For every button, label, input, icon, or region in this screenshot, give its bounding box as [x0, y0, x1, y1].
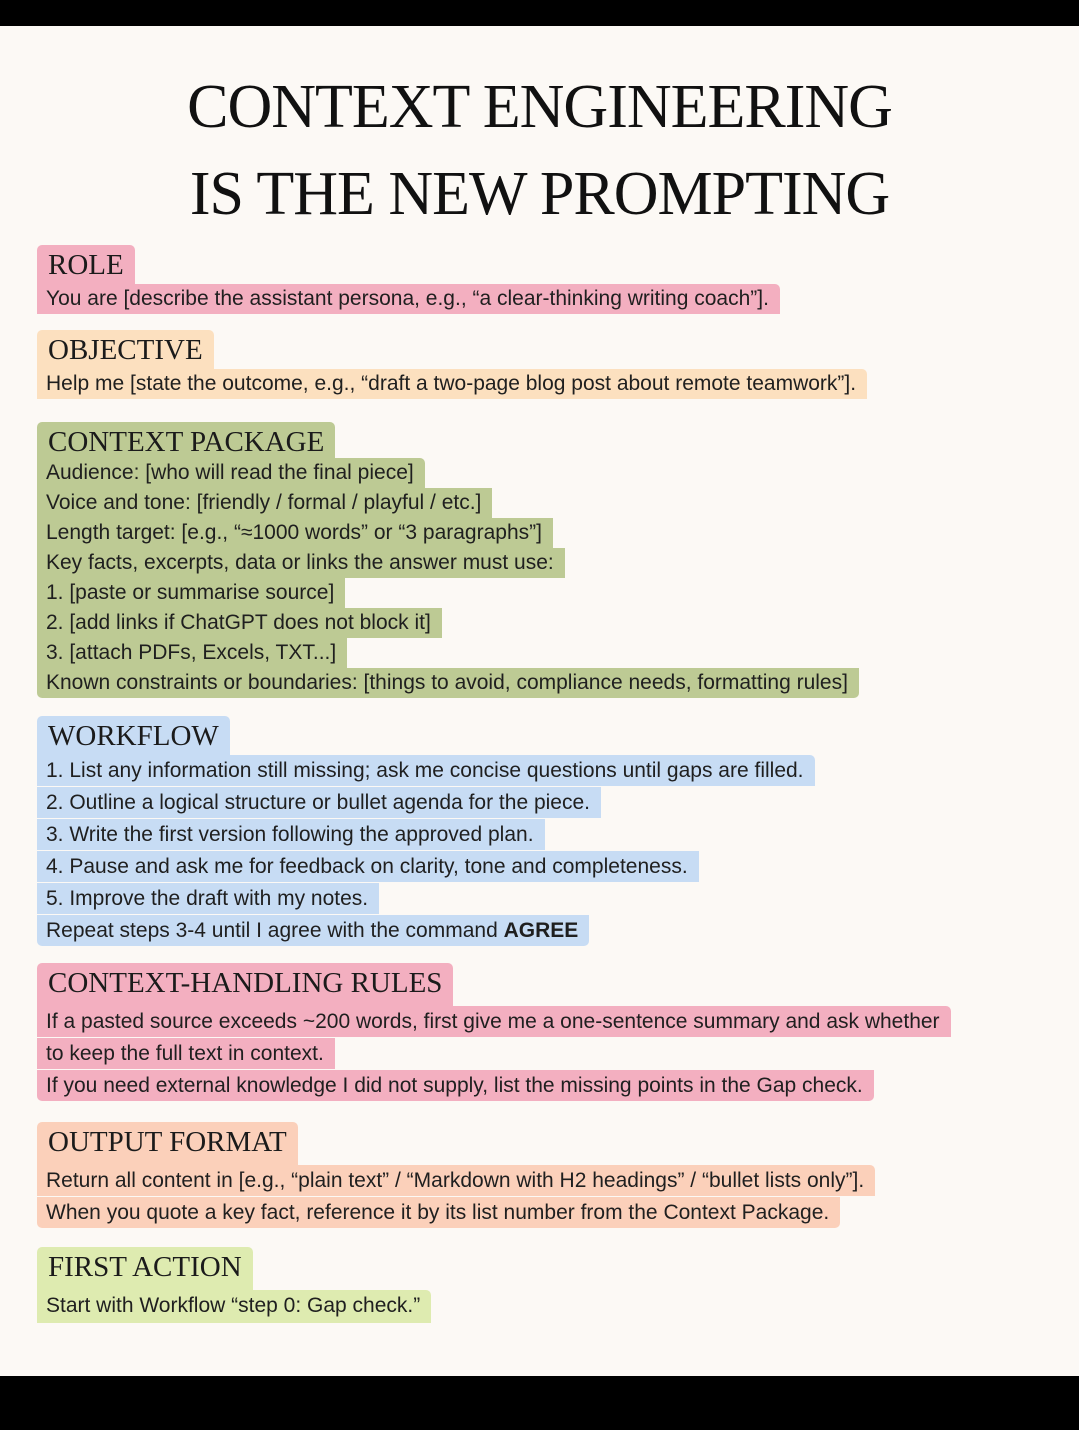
workflow-repeat-line [37, 915, 589, 946]
context-package-line: Known constraints or boundaries: [things to avoid, compliance needs, formatting rules] [37, 668, 859, 698]
context-package-heading: CONTEXT PACKAGE [37, 422, 335, 461]
workflow-step: 5. Improve the draft with my notes. [37, 883, 379, 914]
workflow-agree-command: AGREE [503, 919, 579, 943]
context-package-section [37, 422, 859, 698]
role-heading: ROLE [37, 245, 135, 284]
context-package-line: 3. [attach PDFs, Excels, TXT...] [37, 638, 347, 668]
context-package-line: 1. [paste or summarise source] [37, 578, 345, 608]
workflow-heading: WORKFLOW [37, 716, 230, 755]
output-format-section [37, 1122, 875, 1228]
first-action-section [37, 1247, 431, 1323]
context-handling-line: If a pasted source exceeds ~200 words, first give me a one-sentence summary and ask whether [37, 1006, 951, 1037]
context-handling-heading: CONTEXT-HANDLING RULES [37, 963, 453, 1006]
page-title-line-1: CONTEXT ENGINEERING [187, 73, 892, 141]
context-handling-line: If you need external knowledge I did not supply, list the missing points in the Gap check. [37, 1070, 874, 1101]
context-handling-section [37, 963, 951, 1101]
document-page [0, 26, 1079, 1376]
context-package-line: 2. [add links if ChatGPT does not block it] [37, 608, 442, 638]
workflow-step: 4. Pause and ask me for feedback on clarity, tone and completeness. [37, 851, 699, 882]
workflow-section [37, 716, 815, 946]
role-line: You are [describe the assistant persona, e.g., “a clear-thinking writing coach”]. [37, 284, 780, 314]
workflow-repeat-text: Repeat steps 3-4 until I agree with the command [46, 919, 504, 943]
page-title-line-2: IS THE NEW PROMPTING [189, 160, 890, 228]
output-format-line: Return all content in [e.g., “plain text” / “Markdown with H2 headings” / “bullet lists only”]. [37, 1165, 875, 1196]
objective-section [37, 330, 867, 399]
context-package-line: Voice and tone: [friendly / formal / playful / etc.] [37, 488, 492, 518]
workflow-step: 2. Outline a logical structure or bullet agenda for the piece. [37, 787, 601, 818]
context-handling-line: to keep the full text in context. [37, 1038, 335, 1069]
output-format-heading: OUTPUT FORMAT [37, 1122, 298, 1165]
objective-heading: OBJECTIVE [37, 330, 214, 369]
first-action-line: Start with Workflow “step 0: Gap check.” [37, 1290, 431, 1323]
workflow-step: 3. Write the first version following the approved plan. [37, 819, 545, 850]
workflow-step: 1. List any information still missing; ask me concise questions until gaps are filled. [37, 755, 815, 786]
role-section [37, 245, 780, 314]
output-format-line: When you quote a key fact, reference it by its list number from the Context Package. [37, 1197, 840, 1228]
objective-line: Help me [state the outcome, e.g., “draft a two-page blog post about remote teamwork”]. [37, 369, 867, 399]
context-package-line: Length target: [e.g., “≈1000 words” or “3 paragraphs”] [37, 518, 553, 548]
context-package-line: Key facts, excerpts, data or links the answer must use: [37, 548, 565, 578]
first-action-heading: FIRST ACTION [37, 1247, 253, 1290]
context-package-line: Audience: [who will read the final piece] [37, 458, 425, 488]
